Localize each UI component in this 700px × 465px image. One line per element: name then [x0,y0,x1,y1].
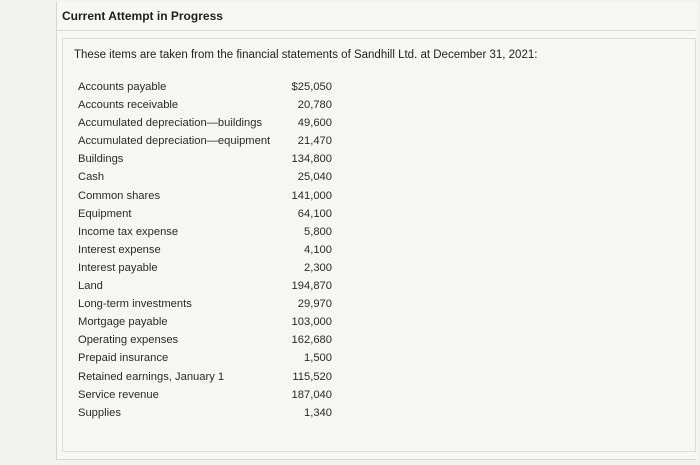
item-value: 134,800 [291,153,332,166]
table-row [78,187,338,205]
item-value: 21,470 [297,135,332,148]
item-value: 1,340 [304,406,332,419]
table-row [78,241,338,259]
item-value: 187,040 [291,388,332,401]
table-row [78,277,338,295]
item-value: 162,680 [291,334,332,347]
question-intro: These items are taken from the financial statements of Sandhill Ltd. at December 31, 2021: [74,49,538,61]
item-value: 64,100 [297,207,332,220]
item-name: Common shares [78,189,161,202]
table-row [78,259,338,277]
table-row [78,404,338,422]
item-value: 103,000 [291,316,332,329]
table-row [78,205,338,223]
item-name: Interest expense [78,243,161,256]
header-divider [56,30,696,31]
item-name: Operating expenses [78,334,179,347]
table-row [78,349,338,367]
item-name: Interest payable [78,261,158,274]
item-name: Accumulated depreciation—equipment [78,135,271,148]
item-value: 194,870 [291,280,332,293]
table-row [78,78,338,96]
item-value: 20,780 [297,99,332,112]
financial-items-table [78,78,338,422]
item-value: 1,500 [304,352,332,365]
item-name: Cash [78,171,105,184]
item-value: 49,600 [297,117,332,130]
item-value: 5,800 [304,225,332,238]
item-value: 29,970 [297,298,332,311]
item-name: Accounts payable [78,81,167,93]
item-name: Land [78,280,103,293]
attempt-status-heading: Current Attempt in Progress [62,9,223,23]
table-row [78,114,338,132]
item-name: Buildings [78,153,124,166]
table-row [78,295,338,313]
item-value: 141,000 [291,189,332,202]
item-name: Accounts receivable [78,99,179,112]
table-row [78,386,338,404]
item-name: Income tax expense [78,225,179,238]
item-name: Retained earnings, January 1 [78,370,225,383]
item-value: 4,100 [304,243,332,256]
item-value: 115,520 [292,370,332,383]
item-name: Service revenue [78,388,159,401]
table-row [78,168,338,186]
item-value: 2,300 [304,261,332,274]
table-row [78,150,338,168]
table-row [78,132,338,150]
table-row [78,223,338,241]
bottom-divider [56,459,696,460]
table-row [78,331,338,349]
table-row [78,368,338,386]
item-name: Supplies [78,406,121,419]
item-name: Long-term investments [78,298,192,311]
table-row [78,96,338,114]
item-name: Equipment [78,207,132,220]
item-name: Mortgage payable [78,316,168,329]
table-row [78,313,338,331]
item-value: 25,040 [297,171,332,184]
item-value: $25,050 [291,81,332,93]
item-name: Accumulated depreciation—buildings [78,117,263,130]
item-name: Prepaid insurance [78,352,169,365]
